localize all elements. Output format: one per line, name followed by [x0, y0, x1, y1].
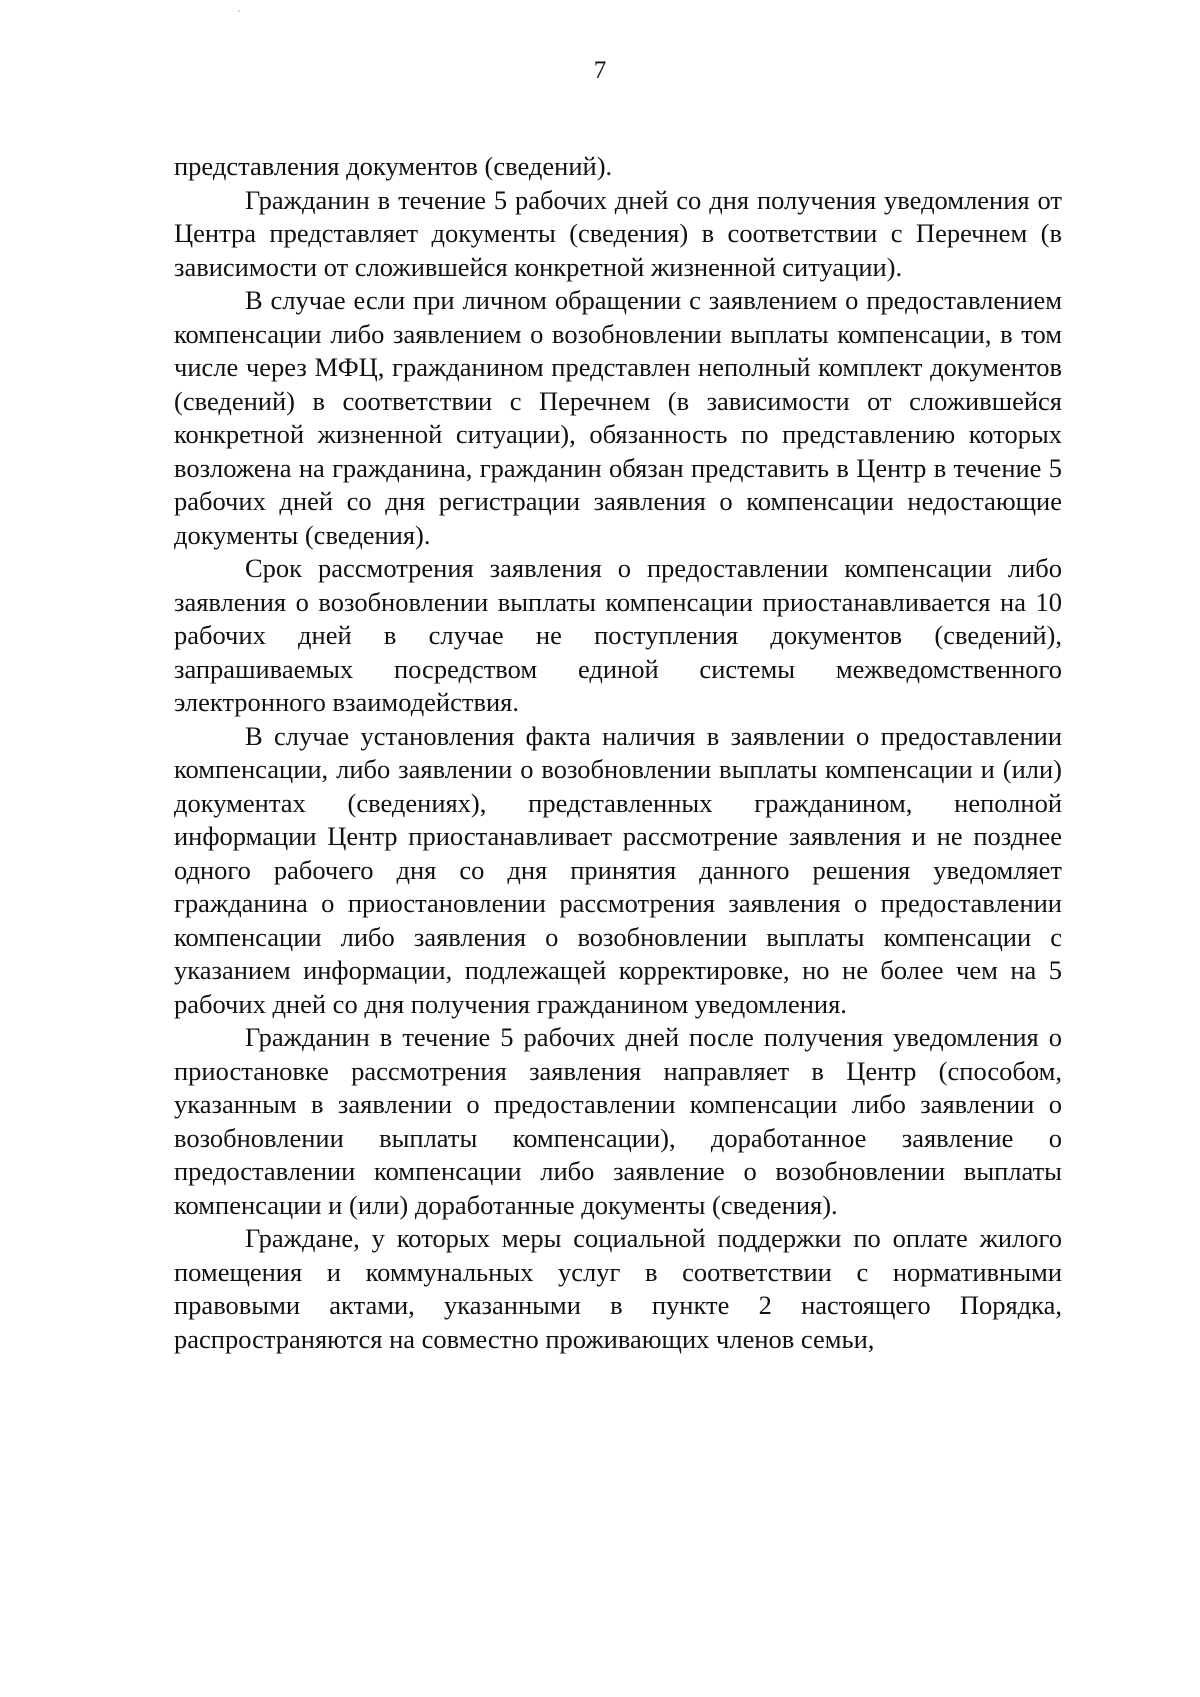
- page-number: 7: [593, 57, 607, 84]
- scan-speck: [238, 10, 240, 12]
- paragraph: Срок рассмотрения заявления о предоставлении компенсации либо заявления о возобновлении выплаты компенсации приостанавливается на 10 рабочих дней в случае не поступления документов (сведений), запрашиваемых посредством единой системы межведомственного электронного взаимодействия.: [174, 553, 1062, 717]
- paragraph: В случае если при личном обращении с заявлением о предоставлением компенсации либо заявлением о возобновлении выплаты компенсации, в том числе через МФЦ, гражданином представлен неполный комплект документов (сведений) в соответствии с Перечнем (в зависимости от сложившейся конкретной жизненной ситуации), обязанность по представлению которых возложена на гражданина, гражданин обязан представить в Центр в течение 5 рабочих дней со дня регистрации заявления о компенсации недостающие документы (сведения).: [174, 285, 1062, 550]
- paragraph: Гражданин в течение 5 рабочих дней со дня получения уведомления от Центра представляет документы (сведения) в соответствии с Перечнем (в зависимости от сложившейся конкретной жизненной ситуации).: [174, 184, 1062, 282]
- document-body: [174, 150, 1062, 1356]
- paragraph: Граждане, у которых меры социальной поддержки по оплате жилого помещения и коммунальных услуг в соответствии с нормативными правовыми актами, указанными в пункте 2 настоящего Порядка, распространяются на совместно проживающих членов семьи,: [174, 1223, 1062, 1354]
- paragraph-continuation: представления документов (сведений).: [174, 151, 613, 181]
- paragraph: Гражданин в течение 5 рабочих дней после получения уведомления о приостановке рассмотрения заявления направляет в Центр (способом, указанным в заявлении о предоставлении компенсации либо заявлении о возобновлении выплаты компенсации), доработанное заявление о предоставлении компенсации либо заявление о возобновлении выплаты компенсации и (или) доработанные документы (сведения).: [174, 1022, 1062, 1220]
- paragraph: В случае установления факта наличия в заявлении о предоставлении компенсации, либо заявлении о возобновлении выплаты компенсации и (или) документах (сведениях), представленных гражданином, неполной информации Центр приостанавливает рассмотрение заявления и не позднее одного рабочего дня со дня принятия данного решения уведомляет гражданина о приостановлении рассмотрения заявления о предоставлении компенсации либо заявления о возобновлении выплаты компенсации с указанием информации, подлежащей корректировке, но не более чем на 5 рабочих дней со дня получения гражданином уведомления.: [174, 720, 1062, 1019]
